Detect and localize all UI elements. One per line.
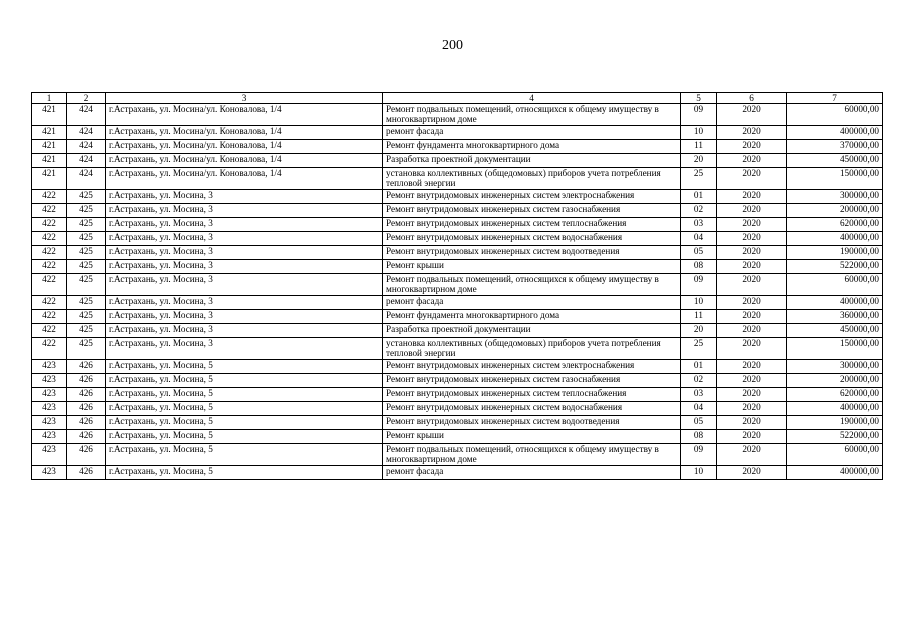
house-number-cell: 425 xyxy=(67,232,106,246)
row-number-cell: 423 xyxy=(32,374,67,388)
header-cell: 3 xyxy=(106,93,383,104)
amount-cell: 400000,00 xyxy=(787,296,883,310)
row-number-cell: 423 xyxy=(32,360,67,374)
address-cell: г.Астрахань, ул. Мосина, 3 xyxy=(106,296,383,310)
amount-cell: 360000,00 xyxy=(787,310,883,324)
amount-cell: 200000,00 xyxy=(787,204,883,218)
table-row xyxy=(32,324,883,338)
address-cell: г.Астрахань, ул. Мосина, 5 xyxy=(106,360,383,374)
house-number-cell: 425 xyxy=(67,274,106,296)
work-type-cell: Разработка проектной документации xyxy=(383,154,681,168)
amount-cell: 400000,00 xyxy=(787,466,883,480)
work-code-cell: 11 xyxy=(681,310,717,324)
amount-cell: 400000,00 xyxy=(787,126,883,140)
work-code-cell: 05 xyxy=(681,416,717,430)
work-type-cell: Ремонт внутридомовых инженерных систем водоотведения xyxy=(383,416,681,430)
house-number-cell: 424 xyxy=(67,154,106,168)
year-cell: 2020 xyxy=(717,190,787,204)
row-number-cell: 423 xyxy=(32,416,67,430)
row-number-cell: 422 xyxy=(32,324,67,338)
work-code-cell: 25 xyxy=(681,168,717,190)
year-cell: 2020 xyxy=(717,444,787,466)
work-type-cell: Ремонт крыши xyxy=(383,260,681,274)
page-number: 200 xyxy=(442,38,463,53)
house-number-cell: 425 xyxy=(67,204,106,218)
address-cell: г.Астрахань, ул. Мосина/ул. Коновалова, 1/4 xyxy=(106,154,383,168)
table-row xyxy=(32,338,883,360)
table-row xyxy=(32,310,883,324)
amount-cell: 450000,00 xyxy=(787,154,883,168)
year-cell: 2020 xyxy=(717,246,787,260)
table-row xyxy=(32,388,883,402)
work-code-cell: 08 xyxy=(681,260,717,274)
row-number-cell: 421 xyxy=(32,168,67,190)
header-row xyxy=(32,93,883,104)
house-number-cell: 426 xyxy=(67,430,106,444)
table-row xyxy=(32,360,883,374)
work-code-cell: 08 xyxy=(681,430,717,444)
table-row xyxy=(32,140,883,154)
address-cell: г.Астрахань, ул. Мосина, 3 xyxy=(106,204,383,218)
year-cell: 2020 xyxy=(717,232,787,246)
table-row xyxy=(32,232,883,246)
work-code-cell: 11 xyxy=(681,140,717,154)
address-cell: г.Астрахань, ул. Мосина, 3 xyxy=(106,218,383,232)
header-cell: 5 xyxy=(681,93,717,104)
house-number-cell: 426 xyxy=(67,466,106,480)
row-number-cell: 422 xyxy=(32,218,67,232)
work-type-cell: Ремонт подвальных помещений, относящихся к общему имуществу в многоквартирном доме xyxy=(383,444,681,466)
amount-cell: 522000,00 xyxy=(787,430,883,444)
work-type-cell: установка коллективных (общедомовых) приборов учета потребления тепловой энергии xyxy=(383,338,681,360)
address-cell: г.Астрахань, ул. Мосина, 3 xyxy=(106,310,383,324)
address-cell: г.Астрахань, ул. Мосина, 3 xyxy=(106,338,383,360)
year-cell: 2020 xyxy=(717,338,787,360)
work-code-cell: 03 xyxy=(681,218,717,232)
work-code-cell: 20 xyxy=(681,324,717,338)
work-code-cell: 01 xyxy=(681,190,717,204)
table-body xyxy=(32,104,883,480)
work-code-cell: 02 xyxy=(681,374,717,388)
house-number-cell: 426 xyxy=(67,444,106,466)
work-code-cell: 25 xyxy=(681,338,717,360)
header-cell: 7 xyxy=(787,93,883,104)
work-code-cell: 04 xyxy=(681,402,717,416)
year-cell: 2020 xyxy=(717,218,787,232)
row-number-cell: 423 xyxy=(32,388,67,402)
year-cell: 2020 xyxy=(717,260,787,274)
row-number-cell: 423 xyxy=(32,430,67,444)
work-code-cell: 09 xyxy=(681,444,717,466)
header-cell: 6 xyxy=(717,93,787,104)
house-number-cell: 426 xyxy=(67,360,106,374)
house-number-cell: 425 xyxy=(67,190,106,204)
table-row xyxy=(32,430,883,444)
work-type-cell: ремонт фасада xyxy=(383,296,681,310)
amount-cell: 400000,00 xyxy=(787,232,883,246)
table-row xyxy=(32,204,883,218)
work-code-cell: 01 xyxy=(681,360,717,374)
address-cell: г.Астрахань, ул. Мосина, 5 xyxy=(106,388,383,402)
address-cell: г.Астрахань, ул. Мосина, 3 xyxy=(106,274,383,296)
address-cell: г.Астрахань, ул. Мосина, 5 xyxy=(106,444,383,466)
amount-cell: 150000,00 xyxy=(787,338,883,360)
work-code-cell: 10 xyxy=(681,296,717,310)
work-code-cell: 03 xyxy=(681,388,717,402)
address-cell: г.Астрахань, ул. Мосина, 5 xyxy=(106,466,383,480)
work-code-cell: 09 xyxy=(681,274,717,296)
table-row xyxy=(32,190,883,204)
row-number-cell: 421 xyxy=(32,154,67,168)
amount-cell: 200000,00 xyxy=(787,374,883,388)
amount-cell: 300000,00 xyxy=(787,190,883,204)
year-cell: 2020 xyxy=(717,168,787,190)
house-number-cell: 425 xyxy=(67,218,106,232)
year-cell: 2020 xyxy=(717,296,787,310)
row-number-cell: 422 xyxy=(32,246,67,260)
header-cell: 2 xyxy=(67,93,106,104)
house-number-cell: 425 xyxy=(67,246,106,260)
amount-cell: 400000,00 xyxy=(787,402,883,416)
table-row xyxy=(32,126,883,140)
address-cell: г.Астрахань, ул. Мосина, 3 xyxy=(106,260,383,274)
row-number-cell: 422 xyxy=(32,296,67,310)
year-cell: 2020 xyxy=(717,154,787,168)
table-row xyxy=(32,274,883,296)
address-cell: г.Астрахань, ул. Мосина, 3 xyxy=(106,324,383,338)
table-row xyxy=(32,416,883,430)
year-cell: 2020 xyxy=(717,126,787,140)
work-type-cell: Ремонт внутридомовых инженерных систем теплоснабжения xyxy=(383,388,681,402)
row-number-cell: 422 xyxy=(32,190,67,204)
amount-cell: 370000,00 xyxy=(787,140,883,154)
table-row xyxy=(32,260,883,274)
house-number-cell: 424 xyxy=(67,168,106,190)
amount-cell: 150000,00 xyxy=(787,168,883,190)
work-type-cell: Ремонт фундамента многоквартирного дома xyxy=(383,310,681,324)
table-row xyxy=(32,246,883,260)
house-number-cell: 425 xyxy=(67,324,106,338)
year-cell: 2020 xyxy=(717,430,787,444)
year-cell: 2020 xyxy=(717,374,787,388)
house-number-cell: 426 xyxy=(67,402,106,416)
amount-cell: 300000,00 xyxy=(787,360,883,374)
year-cell: 2020 xyxy=(717,416,787,430)
amount-cell: 190000,00 xyxy=(787,416,883,430)
work-code-cell: 04 xyxy=(681,232,717,246)
address-cell: г.Астрахань, ул. Мосина/ул. Коновалова, 1/4 xyxy=(106,140,383,154)
address-cell: г.Астрахань, ул. Мосина, 5 xyxy=(106,374,383,388)
work-type-cell: Ремонт подвальных помещений, относящихся к общему имуществу в многоквартирном доме xyxy=(383,104,681,126)
work-code-cell: 10 xyxy=(681,126,717,140)
table-row xyxy=(32,374,883,388)
house-number-cell: 426 xyxy=(67,374,106,388)
table-row xyxy=(32,154,883,168)
table-row xyxy=(32,444,883,466)
house-number-cell: 424 xyxy=(67,140,106,154)
work-type-cell: Ремонт внутридомовых инженерных систем газоснабжения xyxy=(383,374,681,388)
amount-cell: 620000,00 xyxy=(787,388,883,402)
house-number-cell: 424 xyxy=(67,126,106,140)
table-row xyxy=(32,296,883,310)
work-type-cell: Ремонт внутридомовых инженерных систем водоотведения xyxy=(383,246,681,260)
house-number-cell: 425 xyxy=(67,296,106,310)
year-cell: 2020 xyxy=(717,360,787,374)
address-cell: г.Астрахань, ул. Мосина, 5 xyxy=(106,402,383,416)
year-cell: 2020 xyxy=(717,466,787,480)
year-cell: 2020 xyxy=(717,104,787,126)
amount-cell: 60000,00 xyxy=(787,104,883,126)
address-cell: г.Астрахань, ул. Мосина/ул. Коновалова, 1/4 xyxy=(106,126,383,140)
address-cell: г.Астрахань, ул. Мосина, 5 xyxy=(106,416,383,430)
amount-cell: 522000,00 xyxy=(787,260,883,274)
work-code-cell: 09 xyxy=(681,104,717,126)
work-code-cell: 20 xyxy=(681,154,717,168)
row-number-cell: 422 xyxy=(32,338,67,360)
work-type-cell: Ремонт внутридомовых инженерных систем теплоснабжения xyxy=(383,218,681,232)
row-number-cell: 422 xyxy=(32,204,67,218)
year-cell: 2020 xyxy=(717,324,787,338)
row-number-cell: 421 xyxy=(32,126,67,140)
work-type-cell: установка коллективных (общедомовых) приборов учета потребления тепловой энергии xyxy=(383,168,681,190)
address-cell: г.Астрахань, ул. Мосина, 3 xyxy=(106,246,383,260)
work-type-cell: Ремонт внутридомовых инженерных систем водоснабжения xyxy=(383,402,681,416)
table-row xyxy=(32,218,883,232)
row-number-cell: 422 xyxy=(32,232,67,246)
year-cell: 2020 xyxy=(717,402,787,416)
year-cell: 2020 xyxy=(717,388,787,402)
work-code-cell: 02 xyxy=(681,204,717,218)
house-number-cell: 425 xyxy=(67,260,106,274)
house-number-cell: 425 xyxy=(67,338,106,360)
work-type-cell: Ремонт фундамента многоквартирного дома xyxy=(383,140,681,154)
row-number-cell: 423 xyxy=(32,466,67,480)
year-cell: 2020 xyxy=(717,140,787,154)
header-cell: 1 xyxy=(32,93,67,104)
table-row xyxy=(32,168,883,190)
work-type-cell: Ремонт внутридомовых инженерных систем газоснабжения xyxy=(383,204,681,218)
row-number-cell: 421 xyxy=(32,104,67,126)
work-type-cell: ремонт фасада xyxy=(383,126,681,140)
work-type-cell: ремонт фасада xyxy=(383,466,681,480)
repair-plan-table xyxy=(31,92,883,480)
row-number-cell: 422 xyxy=(32,260,67,274)
table-row xyxy=(32,466,883,480)
work-type-cell: Ремонт подвальных помещений, относящихся к общему имуществу в многоквартирном доме xyxy=(383,274,681,296)
row-number-cell: 422 xyxy=(32,274,67,296)
work-code-cell: 10 xyxy=(681,466,717,480)
amount-cell: 450000,00 xyxy=(787,324,883,338)
header-cell: 4 xyxy=(383,93,681,104)
work-type-cell: Разработка проектной документации xyxy=(383,324,681,338)
amount-cell: 60000,00 xyxy=(787,444,883,466)
house-number-cell: 426 xyxy=(67,388,106,402)
work-type-cell: Ремонт внутридомовых инженерных систем водоснабжения xyxy=(383,232,681,246)
amount-cell: 60000,00 xyxy=(787,274,883,296)
year-cell: 2020 xyxy=(717,274,787,296)
row-number-cell: 421 xyxy=(32,140,67,154)
year-cell: 2020 xyxy=(717,310,787,324)
address-cell: г.Астрахань, ул. Мосина, 5 xyxy=(106,430,383,444)
address-cell: г.Астрахань, ул. Мосина/ул. Коновалова, 1/4 xyxy=(106,104,383,126)
amount-cell: 190000,00 xyxy=(787,246,883,260)
address-cell: г.Астрахань, ул. Мосина/ул. Коновалова, 1/4 xyxy=(106,168,383,190)
table-row xyxy=(32,402,883,416)
house-number-cell: 425 xyxy=(67,310,106,324)
work-type-cell: Ремонт внутридомовых инженерных систем электроснабжения xyxy=(383,190,681,204)
row-number-cell: 422 xyxy=(32,310,67,324)
work-type-cell: Ремонт внутридомовых инженерных систем электроснабжения xyxy=(383,360,681,374)
address-cell: г.Астрахань, ул. Мосина, 3 xyxy=(106,232,383,246)
work-code-cell: 05 xyxy=(681,246,717,260)
address-cell: г.Астрахань, ул. Мосина, 3 xyxy=(106,190,383,204)
row-number-cell: 423 xyxy=(32,402,67,416)
house-number-cell: 424 xyxy=(67,104,106,126)
table-row xyxy=(32,104,883,126)
house-number-cell: 426 xyxy=(67,416,106,430)
work-type-cell: Ремонт крыши xyxy=(383,430,681,444)
row-number-cell: 423 xyxy=(32,444,67,466)
year-cell: 2020 xyxy=(717,204,787,218)
amount-cell: 620000,00 xyxy=(787,218,883,232)
